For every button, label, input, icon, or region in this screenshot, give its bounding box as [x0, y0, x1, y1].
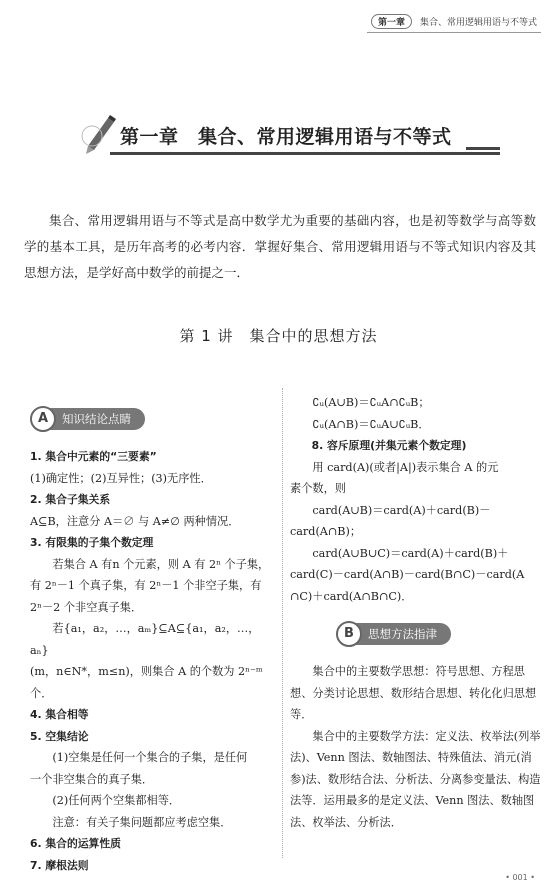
text-line: 有 2ⁿ－1 个真子集，有 2ⁿ－1 个非空子集，有	[30, 579, 262, 592]
text-line: 注意：有关子集问题都应考虑空集．	[52, 815, 232, 829]
heading-de-morgan: 7. 摩根法则	[30, 858, 89, 872]
chapter-title-block	[80, 112, 500, 157]
paragraph-methods: 集合中的主要数学方法：定义法、枚举法(列举法)、Venn 图法、数轴图法、特殊值法、消元(消参)法、数形结合法、分析法、分离参变量法、构造法等．运用最多的是定义法、Venn 图法、数轴图法、枚举法、分析法．	[290, 729, 541, 829]
formula-line: card(A∩B)；	[290, 525, 362, 538]
formula-line: card(C)－card(A∩B)－card(B∩C)－card(A	[290, 568, 525, 581]
title-underline-dash	[466, 147, 500, 150]
formula-line: ∁ᵤ(A∩B)＝∁ᵤA∪∁ᵤB．	[312, 417, 430, 431]
heading-empty-set: 5. 空集结论	[30, 729, 89, 743]
section-a-label: 知识结论点睛	[46, 408, 145, 430]
section-b-letter: B	[336, 621, 362, 647]
heading-inclusion-exclusion: 8. 容斥原理(并集元素个数定理)	[311, 439, 467, 452]
text-line: 一个非空集合的真子集．	[30, 772, 154, 786]
chapter-title: 第一章 集合、常用逻辑用语与不等式	[120, 126, 452, 148]
formula-line: card(A∪B)＝card(A)＋card(B)－	[312, 503, 491, 517]
header-chapter-number: 第一章	[371, 14, 412, 29]
text-line: 用 card(A)(或者|A|)表示集合 A 的元	[312, 460, 499, 474]
lecture-title: 第 1 讲 集合中的思想方法	[179, 327, 378, 345]
heading-subset-relation: 2. 集合子集关系	[30, 493, 111, 506]
text-line: 2ⁿ－2 个非空真子集．	[30, 600, 143, 614]
chapter-intro: 集合、常用逻辑用语与不等式是高中数学尤为重要的基础内容，也是初等数学与高等数学的基本工具，是历年高考的必考内容．掌握好集合、常用逻辑用语与不等式知识内容及其思想方法，是学好高中数学的前提之一．	[24, 213, 536, 280]
header-chapter-name: 集合、常用逻辑用语与不等式	[419, 17, 537, 28]
section-a-badge	[30, 406, 276, 432]
formula-line: ∩C)＋card(A∩B∩C)．	[290, 589, 413, 603]
section-b-badge	[336, 621, 547, 647]
right-column	[290, 392, 547, 833]
text-line: (1)确定性；(2)互异性；(3)无序性．	[30, 471, 212, 485]
text-line: (m，n∈N*，m≤n)，则集合 A 的个数为 2ⁿ⁻ᵐ个．	[30, 665, 263, 700]
section-a-letter: A	[30, 406, 56, 432]
running-header	[367, 12, 541, 33]
pencil-icon	[80, 112, 120, 156]
title-underline	[110, 152, 500, 155]
text-line: 素个数，则	[290, 482, 346, 495]
formula-line: card(A∪B∪C)＝card(A)＋card(B)＋	[312, 546, 509, 560]
page-number: • 001 •	[505, 873, 535, 882]
text-line: 若{a₁，a₂，…，aₘ}⊆A⊆{a₁，a₂，…，aₙ}	[30, 622, 260, 657]
paragraph-thoughts: 集合中的主要数学思想：符号思想、方程思想、分类讨论思想、数形结合思想、转化化归思想等．	[290, 665, 537, 721]
heading-subset-count: 3. 有限集的子集个数定理	[30, 536, 154, 549]
heading-set-operations: 6. 集合的运算性质	[30, 837, 121, 850]
section-b-label: 思想方法指津	[352, 623, 451, 645]
heading-three-elements: 1. 集合中元素的“三要素”	[30, 450, 157, 463]
heading-set-equality: 4. 集合相等	[30, 708, 89, 721]
left-column	[30, 392, 276, 876]
column-divider	[282, 388, 283, 858]
text-line: A⊆B，注意分 A＝∅ 与 A≠∅ 两种情况．	[30, 514, 240, 528]
text-line: (2)任何两个空集都相等．	[52, 794, 181, 807]
text-line: 若集合 A 有n 个元素，则 A 有 2ⁿ 个子集，	[52, 557, 270, 571]
formula-line: ∁ᵤ(A∪B)＝∁ᵤA∩∁ᵤB；	[312, 396, 430, 409]
text-line: (1)空集是任何一个集合的子集，是任何	[52, 751, 248, 764]
